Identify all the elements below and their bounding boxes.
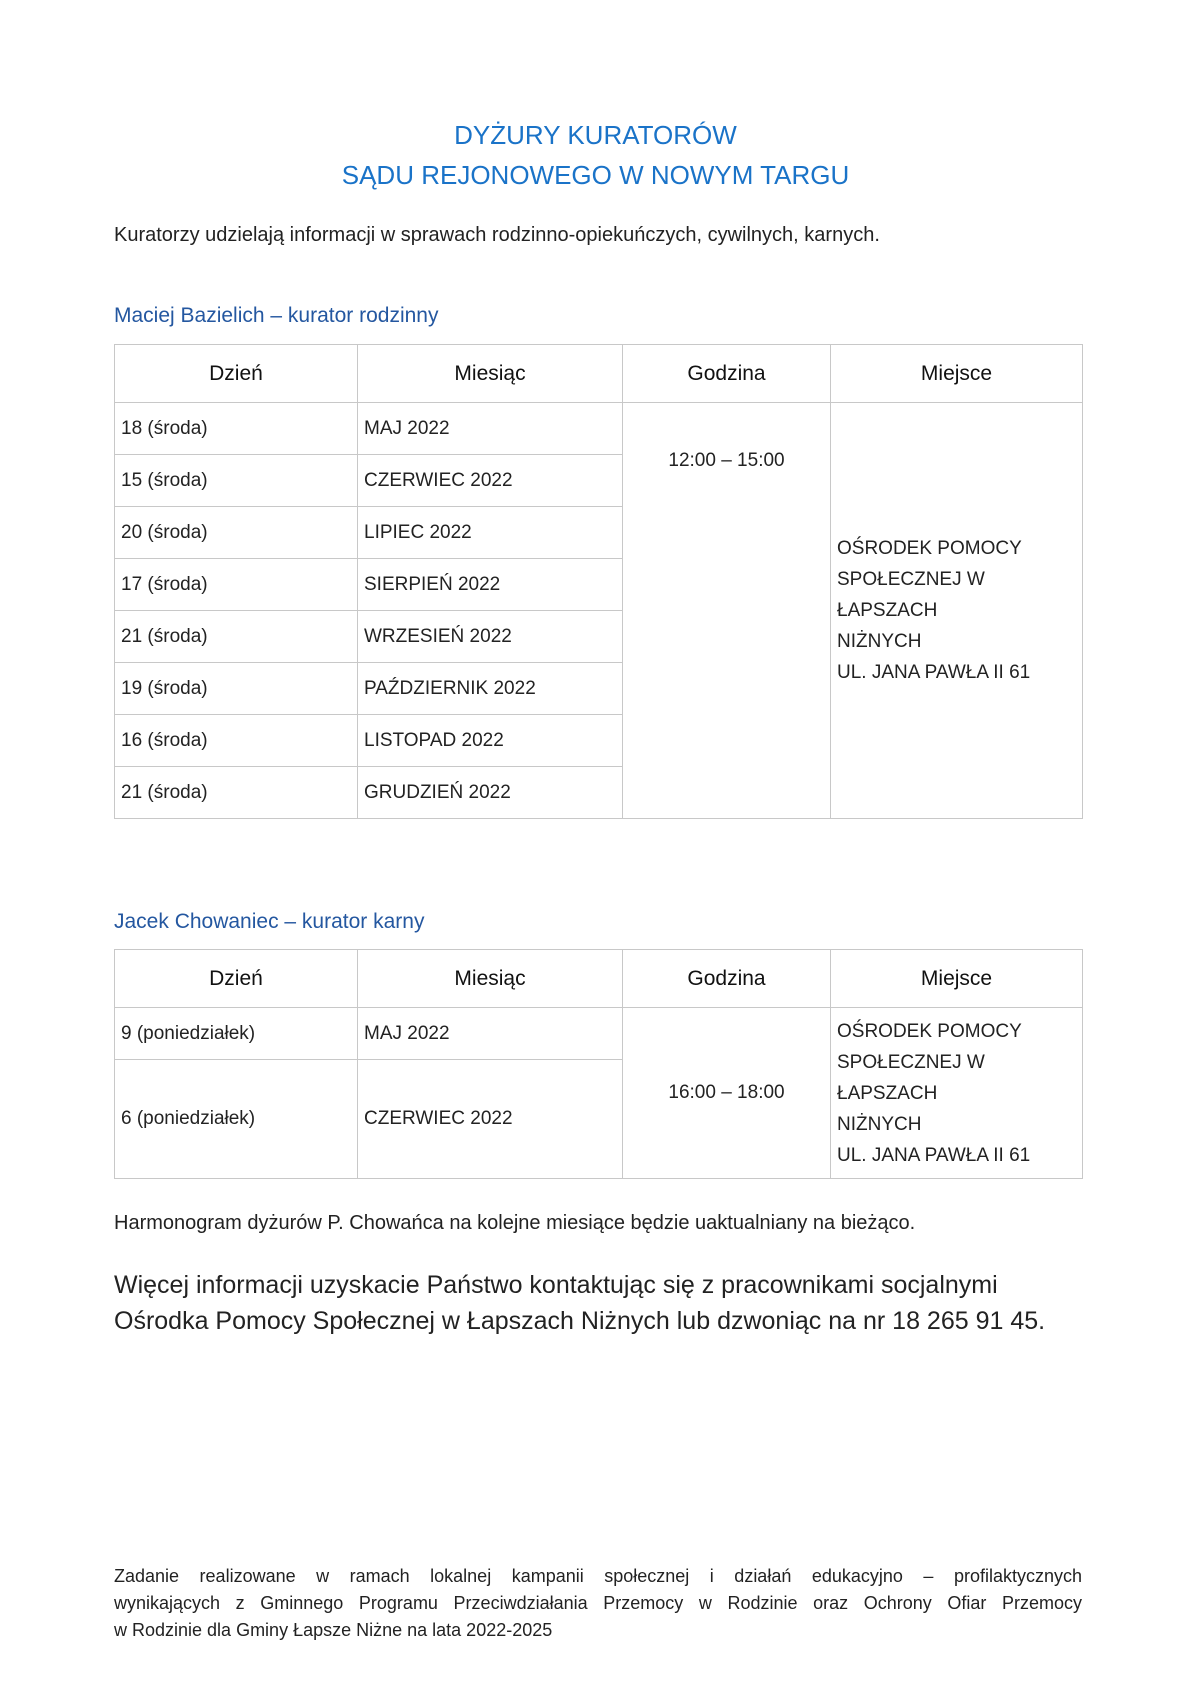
intro-text: Kuratorzy udzielają informacji w sprawach rodzinno-opiekuńczych, cywilnych, karnych. <box>114 224 880 246</box>
contact-line: Ośrodka Pomocy Społecznej w Łapszach Niżnych lub dzwoniąc na nr 18 265 91 45. <box>114 1307 1046 1335</box>
contact-line: Więcej informacji uzyskacie Państwo kontaktując się z pracownikami socjalnymi <box>114 1271 998 1299</box>
table-row <box>115 403 1083 455</box>
column-header-month: Miesiąc <box>358 950 623 1008</box>
place-line: SPOŁECZNEJ W ŁAPSZACH <box>837 569 985 621</box>
table-header-row <box>115 345 1083 403</box>
footer-line: wynikających z Gminnego Programu Przeciwdziałania Przemocy w Rodzinie oraz Ochrony Ofiar Przemocy <box>114 1593 1082 1613</box>
table-row <box>115 1008 1083 1060</box>
footer-line: Zadanie realizowane w ramach lokalnej kampanii społecznej i działań edukacyjno – profilaktycznych <box>114 1566 1082 1586</box>
place-line: SPOŁECZNEJ W ŁAPSZACH <box>837 1051 985 1104</box>
day-cell: 15 (środa) <box>115 455 358 507</box>
place-line: NIŻNYCH <box>837 631 922 652</box>
day-cell: 18 (środa) <box>115 403 358 455</box>
place-line: UL. JANA PAWŁA II 61 <box>837 662 1031 683</box>
place-cell <box>831 1008 1083 1179</box>
place-line: OŚRODEK POMOCY <box>837 1020 1022 1042</box>
day-cell: 17 (środa) <box>115 559 358 611</box>
place-line: OŚRODEK POMOCY <box>837 538 1022 559</box>
month-cell: PAŹDZIERNIK 2022 <box>358 663 623 715</box>
month-cell: GRUDZIEŃ 2022 <box>358 767 623 819</box>
month-cell: SIERPIEŃ 2022 <box>358 559 623 611</box>
schedule-table-family-curator <box>114 344 1083 819</box>
column-header-hour: Godzina <box>623 345 831 403</box>
column-header-day: Dzień <box>115 950 358 1008</box>
month-cell: MAJ 2022 <box>358 403 623 455</box>
month-cell: CZERWIEC 2022 <box>358 455 623 507</box>
month-cell: MAJ 2022 <box>358 1008 623 1060</box>
column-header-day: Dzień <box>115 345 358 403</box>
day-cell: 21 (środa) <box>115 611 358 663</box>
hour-cell: 16:00 – 18:00 <box>623 1008 831 1179</box>
month-cell: CZERWIEC 2022 <box>358 1060 623 1179</box>
column-header-place: Miejsce <box>831 345 1083 403</box>
month-cell: WRZESIEŃ 2022 <box>358 611 623 663</box>
schedule-update-note: Harmonogram dyżurów P. Chowańca na kolejne miesiące będzie uaktualniany na bieżąco. <box>114 1212 916 1234</box>
column-header-hour: Godzina <box>623 950 831 1008</box>
footer-line: w Rodzinie dla Gminy Łapsze Niżne na lata 2022-2025 <box>114 1620 553 1640</box>
page-title-line2: SĄDU REJONOWEGO W NOWYM TARGU <box>341 160 850 190</box>
month-cell: LISTOPAD 2022 <box>358 715 623 767</box>
hour-cell: 12:00 – 15:00 <box>623 403 831 819</box>
column-header-place: Miejsce <box>831 950 1083 1008</box>
footer-note <box>114 1563 1082 1644</box>
place-line: UL. JANA PAWŁA II 61 <box>837 1144 1031 1166</box>
place-cell <box>831 403 1083 819</box>
day-cell: 9 (poniedziałek) <box>115 1008 358 1060</box>
schedule-table-criminal-curator <box>114 949 1083 1179</box>
day-cell: 20 (środa) <box>115 507 358 559</box>
place-line: NIŻNYCH <box>837 1113 922 1135</box>
page-title-line1: DYŻURY KURATORÓW <box>454 120 737 150</box>
day-cell: 21 (środa) <box>115 767 358 819</box>
contact-info <box>114 1267 1074 1339</box>
column-header-month: Miesiąc <box>358 345 623 403</box>
day-cell: 16 (środa) <box>115 715 358 767</box>
table-header-row <box>115 950 1083 1008</box>
day-cell: 6 (poniedziałek) <box>115 1060 358 1179</box>
month-cell: LIPIEC 2022 <box>358 507 623 559</box>
section-heading-criminal-curator: Jacek Chowaniec – kurator karny <box>114 910 425 933</box>
day-cell: 19 (środa) <box>115 663 358 715</box>
section-heading-family-curator: Maciej Bazielich – kurator rodzinny <box>114 304 439 327</box>
